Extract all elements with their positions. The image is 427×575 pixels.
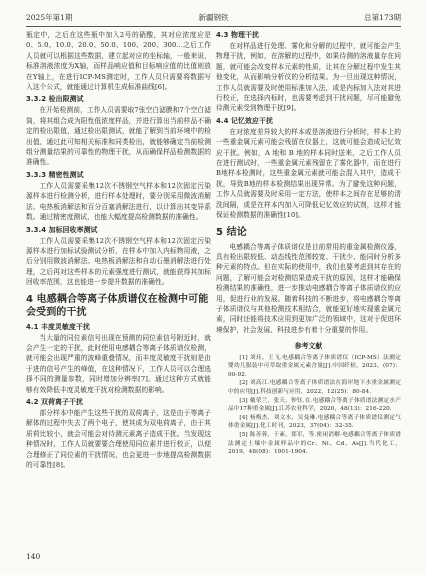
paragraph-3-3-2: 在开始检测前，工作人员需要取7张空白滤膜和7个空白滤筒，将其组合成为阳性低浓度样品，并进行算出当前样品不确定的检出限值，通过检出限测试，就能了解到当前环境中的检出值，通过此可知相关标准和同类检出，就能够确定当前检测组分测量结果的可靠性的物理干扰，从而确保样品检测数据的准确性。: [26, 106, 211, 167]
paragraph-4-4: 在对浓度差异较大的样本或是溶液进行分析时，样本上的一些重金属元素可能会残留在仪器上，这就可能会造成记忆效应干扰。例如，A 地和 B 地的样本同时送来，之后工作人员在进行测试时，一些重金属元素残留在了雾化器中，而在进行B地样本检测时，这些重金属元素就可能会混入其中，造成干扰，导致B地的样本检测结果出现异常。为了避免这种问题，工作人员就需要及时采用一定方法，使样本之间存在足够的清洗间隔，或是在样本内加入可降低记忆效应的试剂，这样才能保证检测数据的准确性[10]。: [216, 127, 401, 220]
reference-item: [5] 陈善蓉，于紊，郑军，等.密闭消解-电感耦合等离子体质谱法测定土壤中金属样品中的Cr、Ni、Cd、As[J].当代化工，2019，48(08)：1901-1904.: [228, 431, 401, 456]
heading-4-2: 4.2 双荷离子干扰: [26, 397, 83, 406]
issue-label: 2025年第1期: [26, 13, 73, 22]
heading-3-3-3: 3.3.3 精密性测试: [26, 170, 84, 179]
paragraph-intro: 瓶定中，之后在这些瓶中加入2号的硝酸，其对应浓度应是0、5.0、10.0、20.0、50.0、100、200、300…之后工作人员就可以根据这些数据，建立起对应的坐标轴，一般来说，标准溶液浓度为X轴，而样品响应值和目标响应值的比值则放在Y轴上，在进行ICP-MS测定时，工作人员只需要将数据写入这个公式，就能通过计算机生成标准曲线[6]。: [26, 31, 211, 92]
paragraph-5: 电感耦合等离子体质谱仪是目前常用的重金属检测仪器，具有检出限较低、动态线性范围较宽、干扰少、能同时分析多种元素的特点。但在实际的使用中，我们也要考虑到其存在的问题，了解可能会对检测结果造成干扰的原因，这样才能确保检测结果的准确性，进一步推动电感耦合等离子体质谱仪的应用，促进行业的发展。随着科技的不断进步，将电感耦合等离子体质谱仪与其他检测技术相结合，就能更好地实现重金属元素，同时还能将技术应用到更加广泛的领域中，这对于促进环境保护，社会发展、科技进步有着十分重要的作用。: [216, 242, 401, 334]
reference-item: [4] 杨梅杰，刘文水，吴曼琳.电感耦合等离子体质谱仪测定气体重金属[J].化工时刊，2023，37(04)：32-35.: [228, 414, 401, 430]
heading-section-4: 4 电感耦合等离子体质谱仪在检测中可能会受到的干扰: [26, 293, 209, 318]
reference-item: [2] 刘高江.电感耦合等离子体质谱法在海岸地下水重金属测定中的应用[J].科技创新与应用，2022，12(25)：80-84.: [228, 380, 401, 395]
reference-item: [3] 戴荣兰，张天，钟钰.在.电感耦合等离子体质谱法测定水产品中17种重金属[J].江苏农业科学，2020，48(13)：216-220.: [228, 397, 401, 413]
heading-section-5: 5 结论: [216, 226, 247, 238]
heading-3-3-4: 3.3.4 加标回收率测试: [26, 225, 98, 234]
paragraph-4-2: 部分样本中能产生这些干扰的双荷离子，这是由于等离子解体的过程中失去了两个电子，使其成为双电荷离子，由于其质荷比较小，就会可能会对待测元素离子造成干扰。当发现这种情况时，工作人员就要要合理使用同位素并进行校正，以便合理修正了同位素的干扰情况，也会更进一步地提高检测数据的可靠性[8]。: [26, 408, 211, 469]
right-column: [216, 30, 401, 457]
paragraph-4-3: 在对样品进行处理、雾化和分解的过程中，就可能会产生物理干扰，例如，在溶解的过程中，如果待测的溶液量存在问题，就可能会改变样本元素的性质，让其在分解过程中发生其他变化，从而影响分析仪的分析结果。为一旦出现这种情况，工作人员就需要及时使用标准加入法，或是内标加入法对其进行校正，在选择内标时，也需要考虑到干扰问题，尽可能避免待测元素受到物理干扰[9]。: [216, 42, 401, 113]
heading-3-3-2: 3.3.2 检出限测试: [26, 95, 84, 104]
reference-item: [1] 刘珏，王飞.电感耦合等离子体质谱仪（ICP-MS）法测定婴幼儿服装中可萃取重金属元素含量[J].中国纤检，2023，(07)：90-92.: [228, 354, 401, 378]
references-title: 参考文献: [294, 342, 323, 351]
heading-4-1: 4.1 丰度灵敏度干扰: [26, 322, 90, 331]
paragraph-3-3-4: 工作人员需要采集12次不锈钢空气样本和12次固定污染源样本进行加标试验测试分析，在样本中加入内标物用液，之后分别用微波消解法、电热板消解法和自动石墨消解法进行处理，之后再对这些样本的元素强度进行测试，就能获得其加标回收率范围，这也能进一步提升数据的准确性。: [26, 236, 211, 287]
total-issue-label: 总第173期: [364, 13, 401, 22]
journal-name: 新疆钢铁: [198, 13, 229, 22]
heading-4-3: 4.3 物理干扰: [216, 31, 259, 39]
left-column: [26, 30, 211, 470]
paragraph-4-1: 当大量的同位素信号出现在预测的同位素信号附近时，就会产生一定的干扰，此时使用电感耦合等离子体质谱仪检测，就可能会出现严重的波峰重叠情况，而丰度灵敏度干扰则是由于进的信号产生的峰值，在这种情况下，工作人员可以合理选择不同的测量参数，同时增加分辨率[7]。通过这种方式就能够有效降低丰度灵敏度干扰对检测数据的影响。: [26, 333, 211, 394]
heading-4-4: 4.4 记忆效应干扰: [216, 116, 273, 125]
running-header: [26, 10, 401, 27]
paragraph-3-3-3: 工作人员需要采集12次不锈钢空气样本和12次固定污染源样本进行检测分析，进行样本处理时，要分别采用微波消解法、电热板消解法和百分百塞消解法进行，以计算出其变异系数。通过精密度测试，也能大幅度提高检测数据的准确性。: [26, 181, 211, 222]
page-number: 140: [26, 552, 41, 561]
